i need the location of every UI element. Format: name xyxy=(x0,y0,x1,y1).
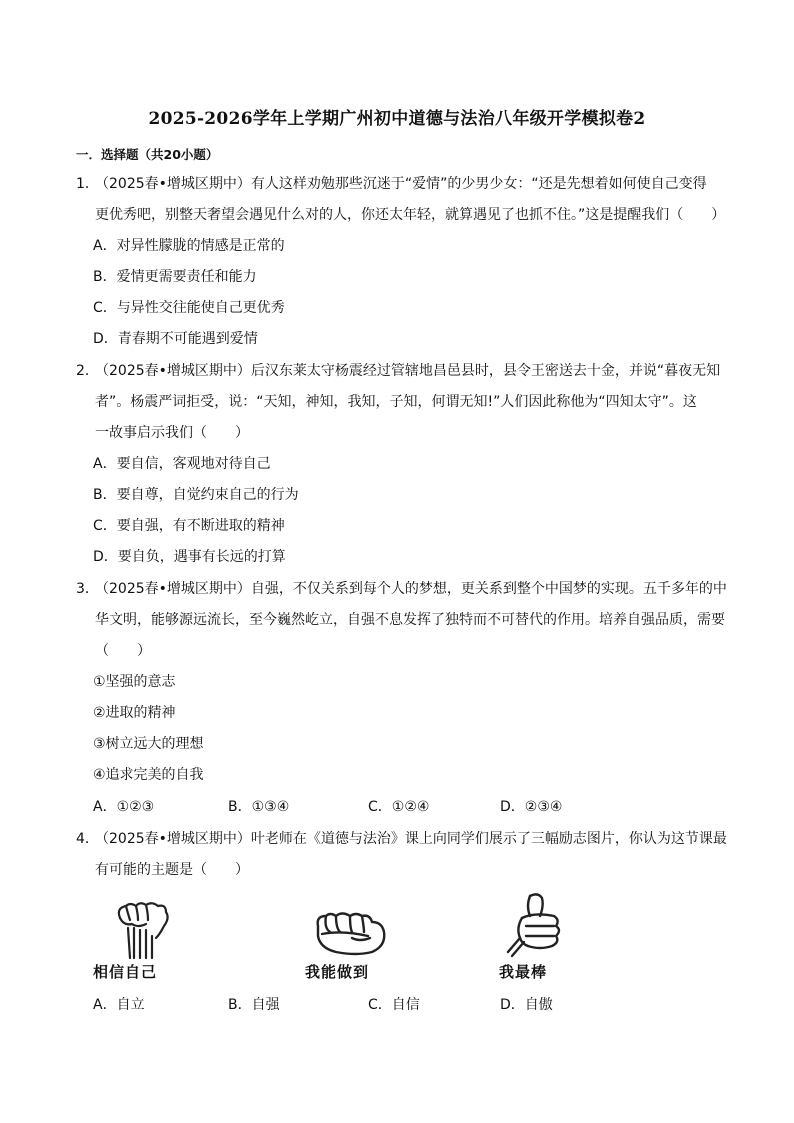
question-line: 更优秀吧，别整天奢望会遇见什么对的人，你还太年轻，就算遇见了也抓不住。”这是提醒我们（ ） xyxy=(95,207,726,223)
picture-caption: 相信自己 xyxy=(93,963,158,981)
raised-fist-icon xyxy=(108,898,188,960)
question-number: 4． xyxy=(76,831,99,847)
statement-item: ③树立远大的理想 xyxy=(93,736,204,752)
option-a: A．①②③ xyxy=(93,799,155,815)
section-heading: 一．选择题（共20小题） xyxy=(76,147,219,162)
question-line: （2025春•增城区期中）后汉东莱太守杨震经过管辖地昌邑县时，县令王密送去十金，并说“暮夜无知 xyxy=(95,363,721,379)
option-a: A．自立 xyxy=(93,997,145,1013)
statement-item: ②进取的精神 xyxy=(93,705,176,721)
fist-icon xyxy=(312,908,392,958)
option-c: C．自信 xyxy=(368,997,420,1013)
option-b: B．①③④ xyxy=(228,799,290,815)
thumbs-up-icon xyxy=(500,892,580,958)
option-c: C．要自强，有不断进取的精神 xyxy=(93,518,285,534)
statement-item: ④追求完美的自我 xyxy=(93,767,204,783)
question-line: （2025春•增城区期中）有人这样劝勉那些沉迷于“爱情”的少男少女：“还是先想着如何使自己变得 xyxy=(95,176,707,192)
option-d: D．青春期不可能遇到爱情 xyxy=(93,331,258,347)
picture-caption: 我最棒 xyxy=(499,963,548,981)
question-line: 华文明，能够源远流长，至今巍然屹立，自强不息发挥了独特而不可替代的作用。培养自强品质，需要 xyxy=(95,612,725,628)
question-line: 有可能的主题是（ ） xyxy=(95,862,249,878)
option-c: C．①②④ xyxy=(368,799,430,815)
option-b: B．爱情更需要责任和能力 xyxy=(93,269,257,285)
question-line: （2025春•增城区期中）叶老师在《道德与法治》课上向同学们展示了三幅励志图片，你认为这节课最 xyxy=(95,831,727,847)
page-title: 2025-2026学年上学期广州初中道德与法治八年级开学模拟卷2 xyxy=(148,109,646,129)
option-c: C．与异性交往能使自己更优秀 xyxy=(93,300,285,316)
question-number: 1． xyxy=(76,176,99,192)
option-a: A．对异性朦胧的情感是正常的 xyxy=(93,238,285,254)
picture-caption: 我能做到 xyxy=(305,963,370,981)
question-line: （2025春•增城区期中）自强，不仅关系到每个人的梦想，更关系到整个中国梦的实现。五千多年的中 xyxy=(95,581,727,597)
option-d: D．要自负，遇事有长远的打算 xyxy=(93,549,286,565)
option-d: D．自傲 xyxy=(500,997,553,1013)
question-line: （ ） xyxy=(95,643,151,659)
option-b: B．自强 xyxy=(228,997,280,1013)
option-d: D．②③④ xyxy=(500,799,563,815)
statement-item: ①坚强的意志 xyxy=(93,674,176,690)
question-number: 2． xyxy=(76,363,99,379)
question-number: 3． xyxy=(76,581,99,597)
question-line: 者”。杨震严词拒受，说：“天知，神知，我知，子知，何谓无知!”人们因此称他为“四知太守”。这 xyxy=(95,394,697,410)
option-b: B．要自尊，自觉约束自己的行为 xyxy=(93,487,299,503)
option-a: A．要自信，客观地对待自己 xyxy=(93,456,271,472)
question-line: 一故事启示我们（ ） xyxy=(95,425,249,441)
